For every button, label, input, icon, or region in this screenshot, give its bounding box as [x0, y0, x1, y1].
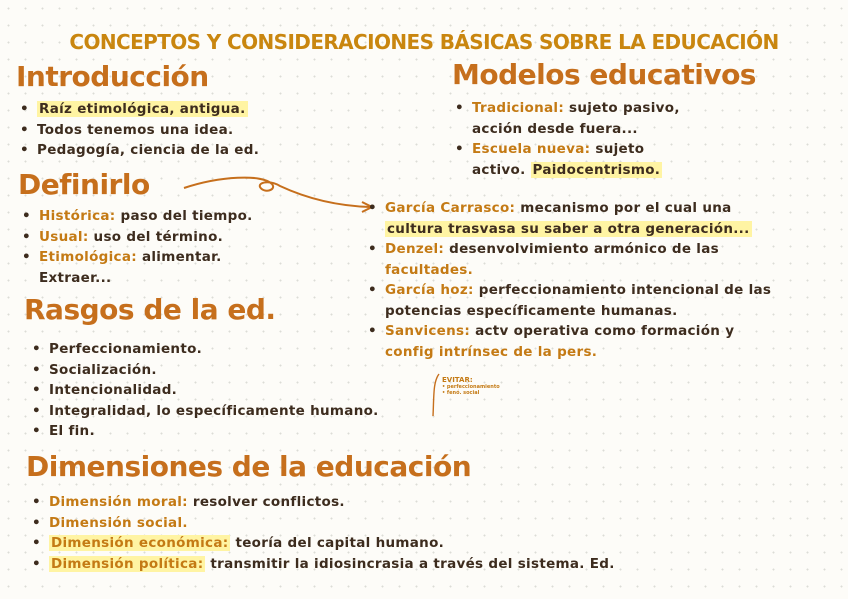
list-item: • Histórica: paso del tiempo.: [22, 206, 253, 227]
list-item: • Dimensión política: transmitir la idiosincrasia a través del sistema. Ed.: [32, 554, 615, 575]
list-item: • Socialización.: [32, 360, 379, 381]
heading-modelos-educativos: Modelos educativos: [452, 58, 756, 91]
heading-dimensiones: Dimensiones de la educación: [26, 450, 472, 483]
autores-list: [368, 198, 771, 362]
evitar-note: EVITAR: • perfeccionamiento • fenó. social: [442, 376, 500, 396]
list-item: • Dimensión económica: teoría del capital humano.: [32, 533, 615, 554]
list-item: • Dimensión social.: [32, 513, 615, 534]
list-item: • El fin.: [32, 421, 379, 442]
list-item: • Tradicional: sujeto pasivo, acción desde fuera...: [455, 98, 680, 139]
modelos-list: [455, 98, 680, 180]
list-item: • Denzel: desenvolvimiento armónico de las facultades.: [368, 239, 771, 280]
list-item: • Sanvicens: actv operativa como formación y config intrínsec de la pers.: [368, 321, 771, 362]
list-item: • Escuela nueva: sujeto activo. Paidocentrismo.: [455, 139, 680, 180]
list-item: • Dimensión moral: resolver conflictos.: [32, 492, 615, 513]
list-item: • Intencionalidad.: [32, 380, 379, 401]
intro-list: [20, 99, 259, 161]
list-item: • Perfeccionamiento.: [32, 339, 379, 360]
heading-introduccion: Introducción: [16, 60, 209, 93]
heading-rasgos: Rasgos de la ed.: [24, 293, 276, 326]
list-item: • Usual: uso del término.: [22, 227, 253, 248]
list-item: • García hoz: perfeccionamiento intencional de las potencias específicamente humanas.: [368, 280, 771, 321]
heading-definirlo: Definirlo: [18, 168, 150, 201]
list-item: • Raíz etimológica, antigua.: [20, 99, 259, 120]
list-item: • García Carrasco: mecanismo por el cual una cultura trasvasa su saber a otra generación...: [368, 198, 771, 239]
note-bracket: [430, 372, 442, 418]
dimensiones-list: [32, 492, 615, 574]
rasgos-list: [32, 339, 379, 442]
list-item: • Integralidad, lo específicamente humano.: [32, 401, 379, 422]
list-item: • Todos tenemos una idea.: [20, 120, 259, 141]
list-item: • Etimológica: alimentar. Extraer...: [22, 247, 253, 288]
page-title: CONCEPTOS Y CONSIDERACIONES BÁSICAS SOBRE LA EDUCACIÓN: [69, 30, 779, 54]
list-item: • Pedagogía, ciencia de la ed.: [20, 140, 259, 161]
definirlo-list: [22, 206, 253, 288]
